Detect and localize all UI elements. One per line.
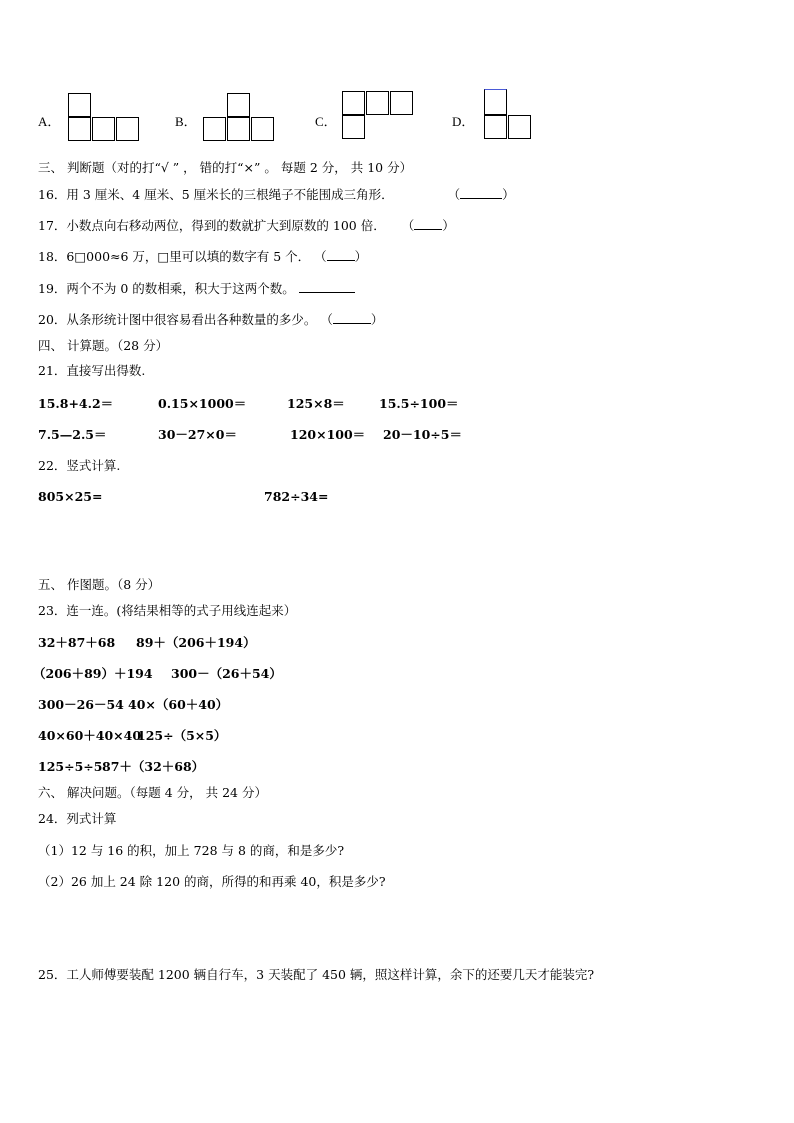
question-20 <box>38 314 383 327</box>
section6-heading: 六、 解决问题。（每题 4 分， 共 24 分） <box>38 785 267 800</box>
square-shape <box>227 93 250 117</box>
square-shape <box>92 117 115 141</box>
calc-item: 30－27×0＝ <box>158 427 237 442</box>
square-shape <box>227 117 250 141</box>
square-shape <box>116 117 139 141</box>
match-left-item[interactable]: 300－26－54 <box>38 697 124 712</box>
calc-item: 120×100＝ <box>290 427 366 442</box>
question-20-text: 20．从条形统计图中很容易看出各种数量的多少。 <box>38 312 317 327</box>
square-shape <box>484 89 507 115</box>
question-22: 22．竖式计算. <box>38 458 121 473</box>
section3-heading: 三、 判断题（对的打“√ ” ， 错的打“×” 。 每题 2 分， 共 10 分） <box>38 160 413 175</box>
section5-heading: 五、 作图题。（8 分） <box>38 577 161 592</box>
question-24-sub2: （2）26 加上 24 除 120 的商，所得的和再乘 40，积是多少? <box>38 874 386 889</box>
vertical-calc-item: 782÷34= <box>264 489 329 504</box>
square-shape <box>508 115 531 139</box>
square-shape <box>342 91 365 115</box>
question-19 <box>38 283 355 296</box>
question-16 <box>38 189 515 202</box>
option-b-figure <box>203 93 277 143</box>
answer-blank[interactable] <box>299 292 355 293</box>
calc-item: 20－10÷5＝ <box>383 427 462 442</box>
question-24-sub1: （1）12 与 16 的积，加上 728 与 8 的商，和是多少? <box>38 843 345 858</box>
option-d-figure <box>484 89 544 143</box>
option-c-label: C． <box>315 114 337 129</box>
answer-slot[interactable]: （ ） <box>447 187 515 202</box>
question-18 <box>38 251 367 264</box>
option-c-figure <box>342 91 418 143</box>
question-25: 25．工人师傅要装配 1200 辆自行车，3 天装配了 450 辆，照这样计算，余下的还要几天才能装完? <box>38 967 595 982</box>
option-d-label: D． <box>452 114 475 129</box>
question-23: 23．连一连。(将结果相等的式子用线连起来） <box>38 603 297 618</box>
calc-item: 15.5÷100＝ <box>379 396 459 411</box>
square-shape <box>366 91 389 115</box>
square-shape <box>68 93 91 117</box>
square-shape <box>484 115 507 139</box>
question-24: 24．列式计算 <box>38 811 117 826</box>
square-shape <box>68 117 91 141</box>
square-shape <box>203 117 226 141</box>
match-right-item[interactable]: 40×（60＋40） <box>128 697 229 712</box>
answer-slot[interactable]: （ ） <box>320 312 384 327</box>
section4-heading: 四、 计算题。（28 分） <box>38 338 169 353</box>
question-16-text: 16．用 3 厘米、4 厘米、5 厘米长的三根绳子不能围成三角形． <box>38 187 394 202</box>
match-right-item[interactable]: 87＋（32＋68） <box>102 759 205 774</box>
option-a-label: A． <box>38 114 61 129</box>
square-shape <box>251 117 274 141</box>
match-left-item[interactable]: 40×60＋40×40 <box>38 728 142 743</box>
question-17 <box>38 220 455 233</box>
answer-slot[interactable]: （ ） <box>314 249 368 264</box>
match-left-item[interactable]: （206＋89）＋194 <box>33 666 153 681</box>
option-b-label: B． <box>175 114 197 129</box>
question-19-text: 19．两个不为 0 的数相乘，积大于这两个数。 <box>38 281 295 296</box>
vertical-calc-item: 805×25= <box>38 489 103 504</box>
calc-item: 125×8＝ <box>287 396 345 411</box>
calc-item: 0.15×1000＝ <box>158 396 247 411</box>
match-right-item[interactable]: 125÷（5×5） <box>137 728 227 743</box>
square-shape <box>390 91 413 115</box>
square-shape <box>342 115 365 139</box>
question-17-text: 17．小数点向右移动两位，得到的数就扩大到原数的 100 倍． <box>38 218 386 233</box>
calc-item: 15.8+4.2＝ <box>38 396 114 411</box>
match-right-item[interactable]: 89＋（206＋194） <box>136 635 256 650</box>
match-left-item[interactable]: 125÷5÷5 <box>38 759 103 774</box>
question-18-text: 18．6□000≈6 万，□里可以填的数字有 5 个． <box>38 249 311 264</box>
match-right-item[interactable]: 300－（26＋54） <box>171 666 282 681</box>
match-left-item[interactable]: 32＋87＋68 <box>38 635 116 650</box>
calc-item: 7.5—2.5＝ <box>38 427 107 442</box>
answer-slot[interactable]: （ ） <box>401 218 455 233</box>
question-21: 21．直接写出得数. <box>38 363 146 378</box>
option-a-figure <box>68 93 142 143</box>
